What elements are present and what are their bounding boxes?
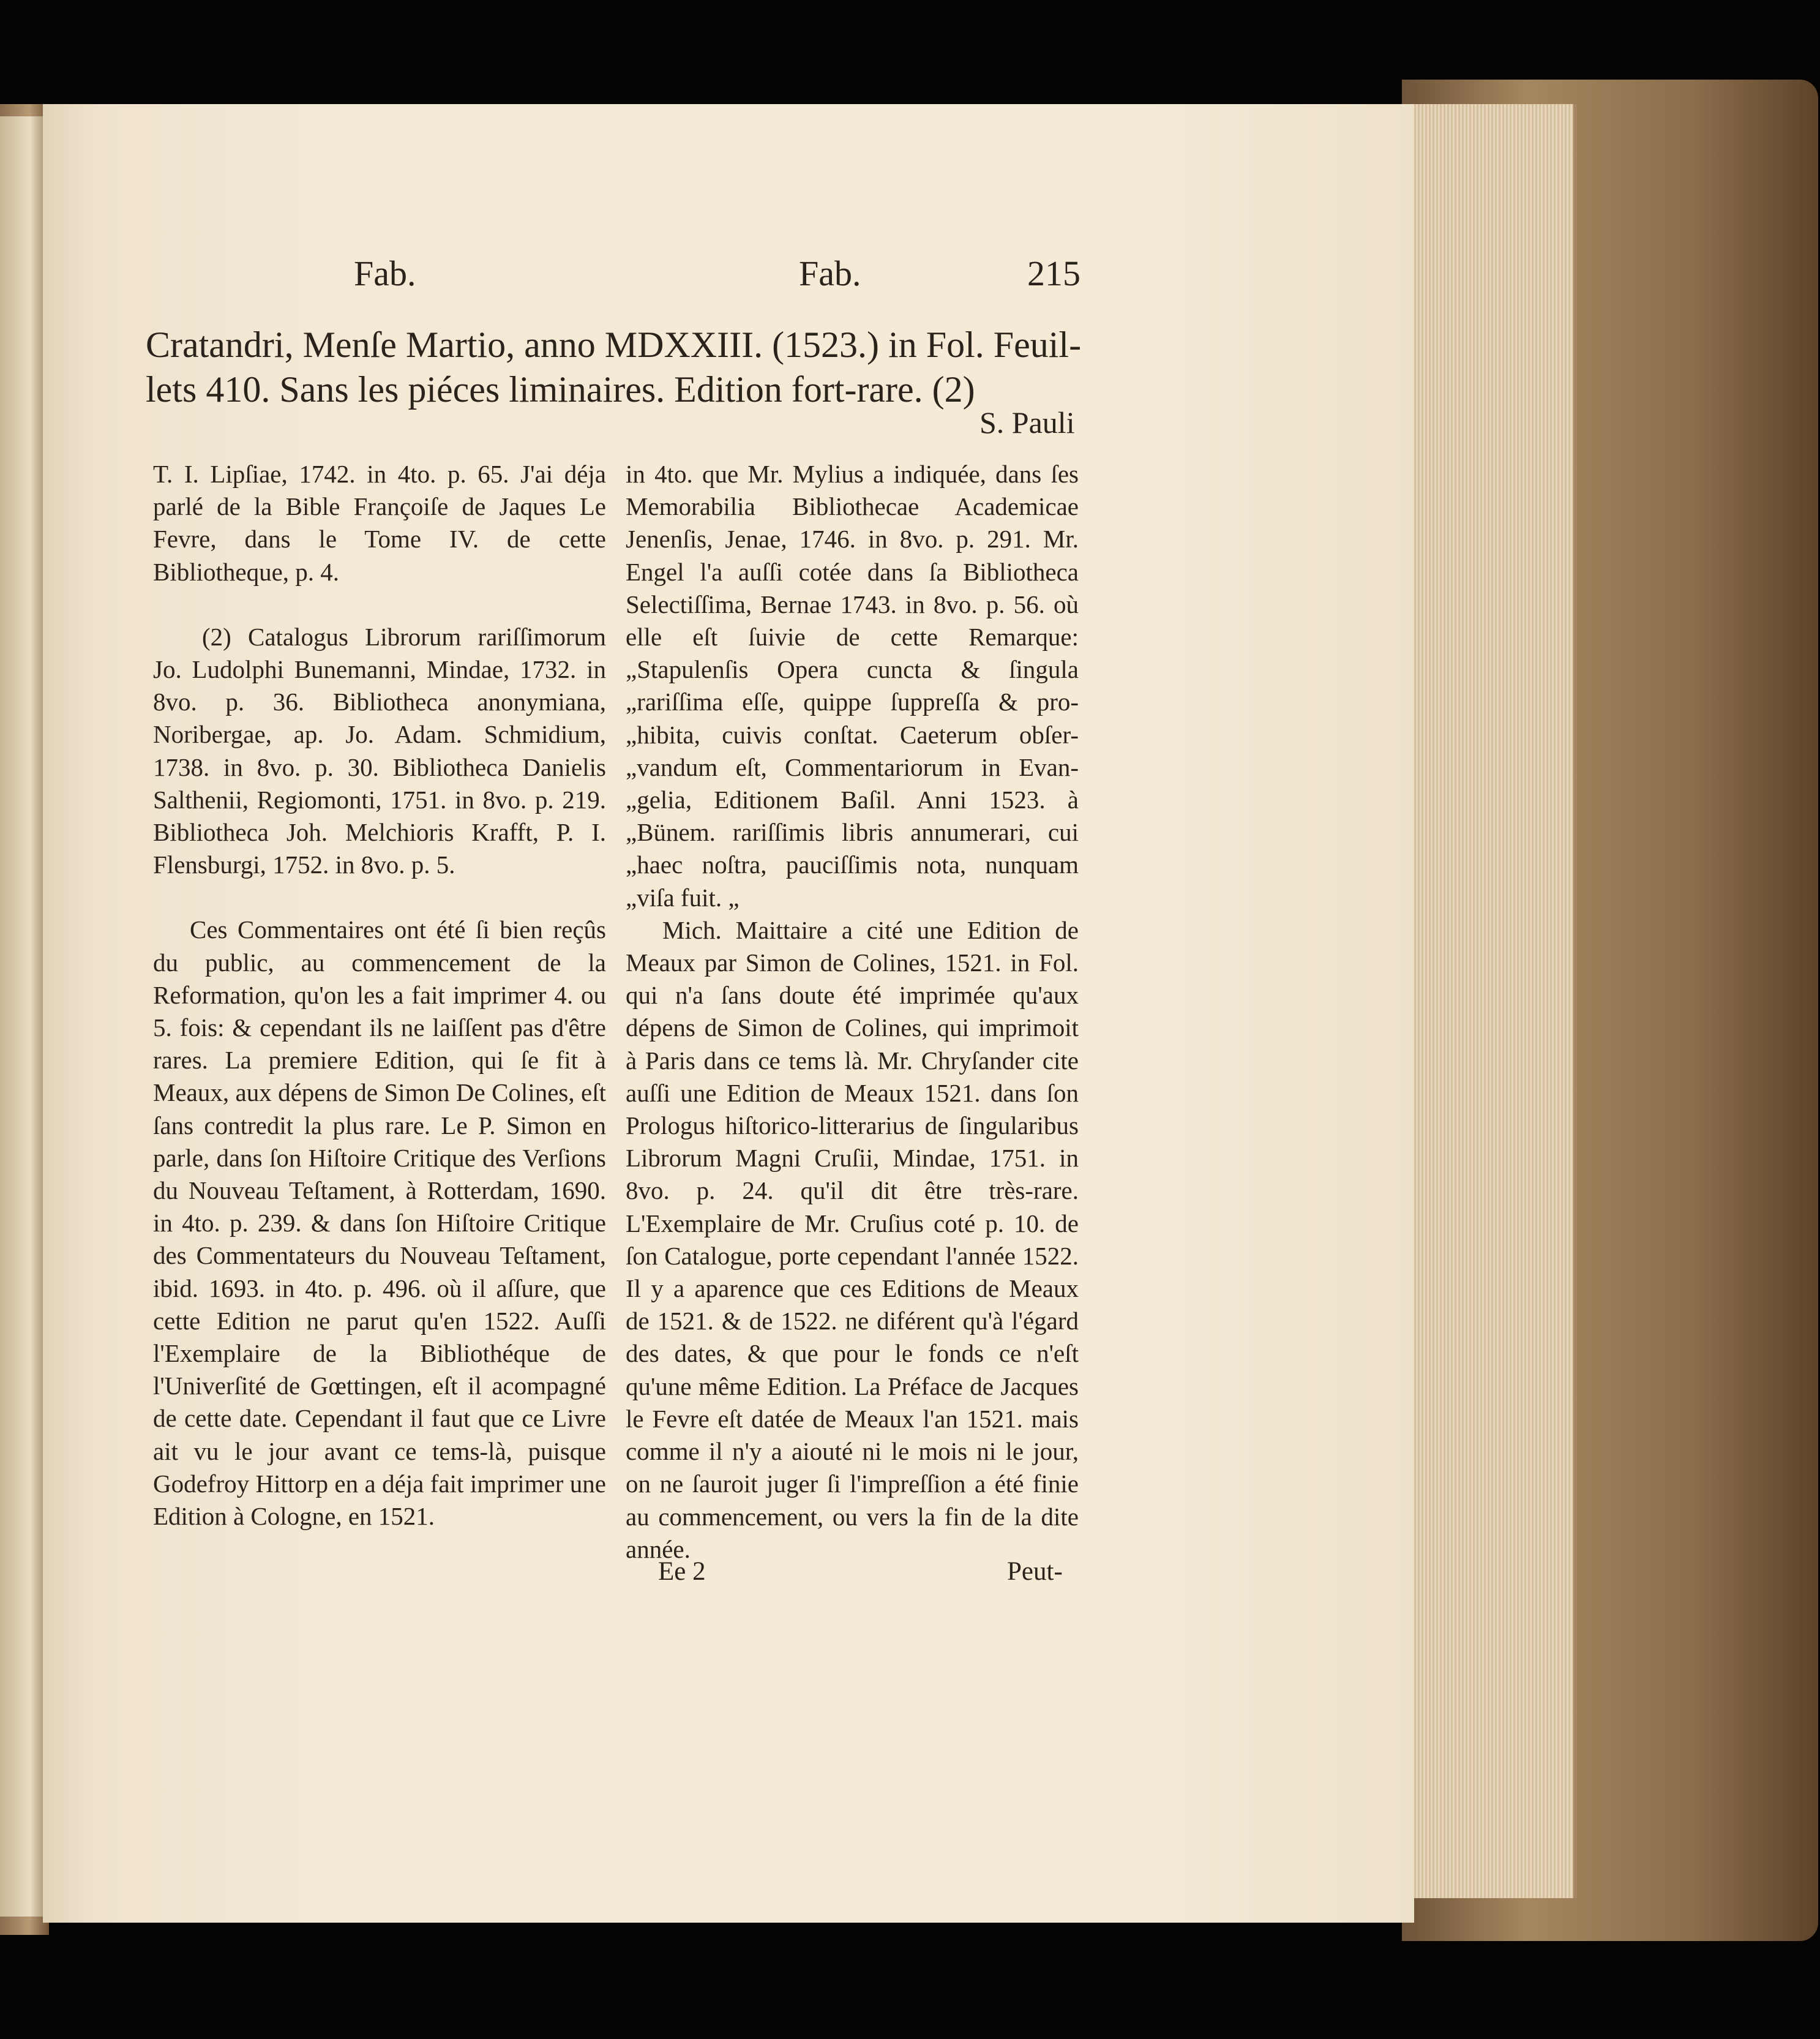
left-note-1: T. I. Lipſiae, 1742. in 4to. p. 65. J'ai déja parlé de la Bible Françoiſe de Jaques Le Fevre, dans le Tome IV. de cette Bibliotheque, p. 4. bbox=[153, 460, 606, 586]
running-head-left: Fab. bbox=[354, 253, 416, 293]
top-line-2: lets 410. Sans les piéces liminaires. Edition fort-rare. (2) bbox=[146, 369, 975, 410]
running-head-center: Fab. bbox=[799, 253, 861, 293]
right-paragraph-1: in 4to. que Mr. Mylius a indiquée, dans ſes Memorabilia Bibliothecae Academicae Jenenſis, Jenae, 1746. in 8vo. p. 291. Mr. Engel l'a auſſi cotée dans ſa Bibliotheca Selectiſſima, Bernae 1743. in 8vo. p. 56. où elle eſt ſuivie de cette Remarque: „Stapulenſis Opera cuncta & ſingula „rariſſima eſſe, quippe ſuppreſſa & pro-„hibita, cuivis conſtat. Caeterum obſer-„vandum eſt, Commentariorum in Evan-„gelia, Editionem Baſil. Anni 1523. à „Bünem. rariſſimis libris annumerari, cui „haec noſtra, pauciſſimis nota, nunquam „viſa fuit. „ bbox=[626, 460, 1079, 912]
catchword-bottom: Peut- bbox=[1007, 1557, 1063, 1586]
top-line-1: Cratandri, Menſe Martio, anno MDXXIII. (1523.) in Fol. Feuil- bbox=[146, 325, 1082, 365]
right-column bbox=[626, 458, 1079, 1566]
left-note-2: (2) Catalogus Librorum rariſſimorum Jo. Ludolphi Bunemanni, Mindae, 1732. in 8vo. p. 36. Bibliotheca anonymiana, Noribergae, ap. Jo. Adam. Schmidium, 1738. in 8vo. p. 30. Bibliotheca Danielis Salthenii, Regiomonti, 1751. in 8vo. p. 219. Bibliotheca Joh. Melchioris Krafft, P. I. Flensburgi, 1752. in 8vo. p. 5. bbox=[153, 622, 606, 879]
signature-mark: Ee 2 bbox=[658, 1557, 706, 1586]
page-edges bbox=[1408, 104, 1577, 1898]
left-page-edge bbox=[0, 116, 43, 1917]
catchword-top: S. Pauli bbox=[979, 405, 1075, 440]
left-column bbox=[153, 458, 606, 1533]
left-paragraph: Ces Commentaires ont été ſi bien reçûs du public, au commencement de la Reformation, qu'on les a fait imprimer 4. ou 5. fois: & cependant ils ne laiſſent pas d'être rares. La premiere Edition, qui ſe fit à Meaux, aux dépens de Simon De Colines, eſt ſans contredit la plus rare. Le P. Simon en parle, dans ſon Hiſtoire Critique des Verſions du Nouveau Teſtament, à Rotterdam, 1690. in 4to. p. 239. & dans ſon Hiſtoire Critique des Commentateurs du Nouveau Teſtament, ibid. 1693. in 4to. p. 496. où il aſſure, que cette Edition ne parut qu'en 1522. Auſſi l'Exemplaire de la Bibliothéque de l'Univerſité de Gœttingen, eſt il acompagné de cette date. Cependant il faut que ce Livre ait vu le jour avant ce tems-là, puisque Godefroy Hittorp en a déja fait imprimer une Edition à Cologne, en 1521. bbox=[153, 915, 606, 1531]
page-number: 215 bbox=[1027, 253, 1080, 293]
right-paragraph-2: Mich. Maittaire a cité une Edition de Meaux par Simon de Colines, 1521. in Fol. qui n'a ſans doute été imprimée qu'aux dépens de Simon de Colines, qui imprimoit à Paris dans ce tems là. Mr. Chryſander cite auſſi une Edition de Meaux 1521. dans ſon Prologus hiſtorico-litterarius de ſingularibus Librorum Magni Cruſii, Mindae, 1751. in 8vo. p. 24. qu'il dit être très-rare. L'Exemplaire de Mr. Cruſius coté p. 10. de ſon Catalogue, porte cependant l'année 1522. Il y a aparence que ces Editions de Meaux de 1521. & de 1522. ne diférent qu'à l'égard des dates, & que pour le fonds ce n'eſt qu'une même Edition. La Préface de Jacques le Fevre eſt datée de Meaux l'an 1521. mais comme il n'y a aiouté ni le mois ni le jour, on ne ſauroit juger ſi l'impreſſion a été finie au commencement, ou vers la fin de la dite année. bbox=[626, 915, 1079, 1563]
